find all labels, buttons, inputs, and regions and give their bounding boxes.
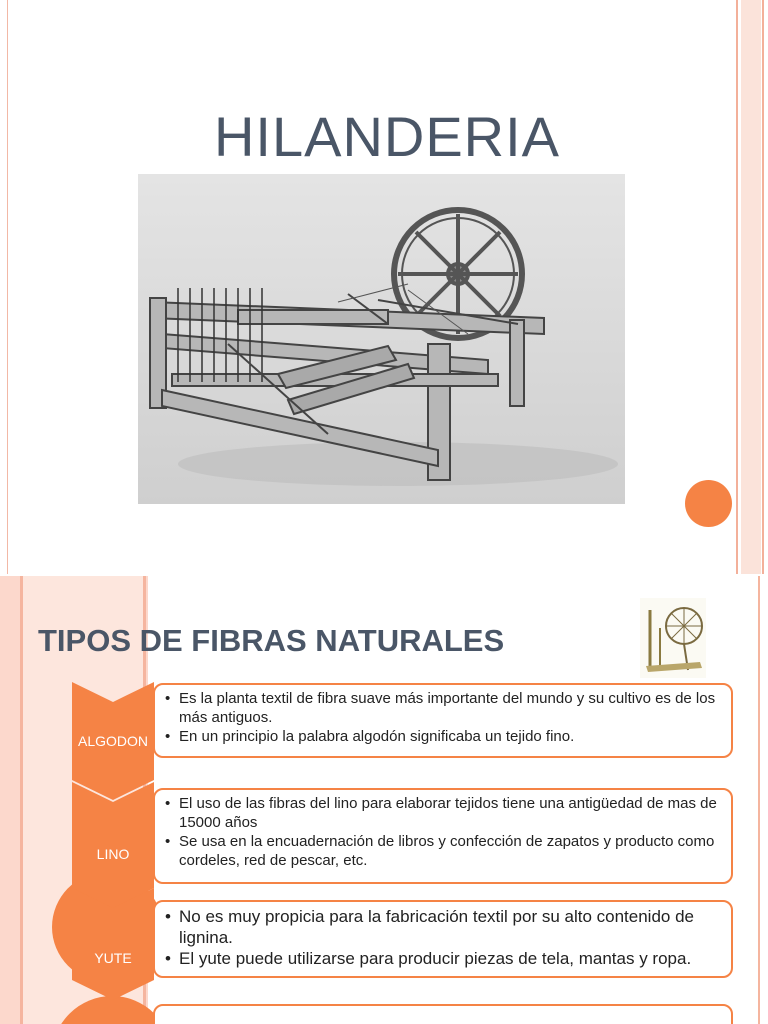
fiber-box-next [153,1004,733,1024]
fiber-label-yute [72,888,154,1000]
slide-tipos-fibras [0,576,768,1024]
right-stripe [736,0,738,574]
bullet-item: • En un principio la palabra algodón significaba un tejido fino. [163,727,723,746]
bullet-item: • El uso de las fibras del lino para elaborar tejidos tiene una antigüedad de mas de 15000 años [163,794,723,832]
spinning-jenny-photo [138,174,625,504]
slide-title: HILANDERIA [213,105,561,168]
fiber-label-text: ALGODON [77,733,148,749]
fiber-box-yute [153,900,733,978]
right-stripe [762,0,764,574]
slide-title: TIPOS DE FIBRAS NATURALES [38,623,505,658]
bullet-item: • El yute puede utilizarse para producir piezas de tela, mantas y ropa. [163,948,723,969]
fiber-box-lino [153,788,733,884]
bullet-item: • No es muy propicia para la fabricación textil por su alto contenido de lignina. [163,906,723,948]
right-divider [758,576,760,1024]
spinning-wheel-icon [640,598,706,678]
left-band-stripe [20,576,23,1024]
fiber-label-text: YUTE [94,950,132,966]
fiber-box-algodon [153,683,733,758]
right-stripe-band [741,0,761,574]
bullet-item: • Se usa en la encuadernación de libros y confección de zapatos y producto como cordeles, red de pescar, etc. [163,832,723,870]
fiber-label-text: LINO [96,846,130,862]
bullet-item: • Es la planta textil de fibra suave más importante del mundo y su cultivo es de los más antiguos. [163,689,723,727]
left-divider [7,0,8,574]
decorative-circle [685,480,732,527]
